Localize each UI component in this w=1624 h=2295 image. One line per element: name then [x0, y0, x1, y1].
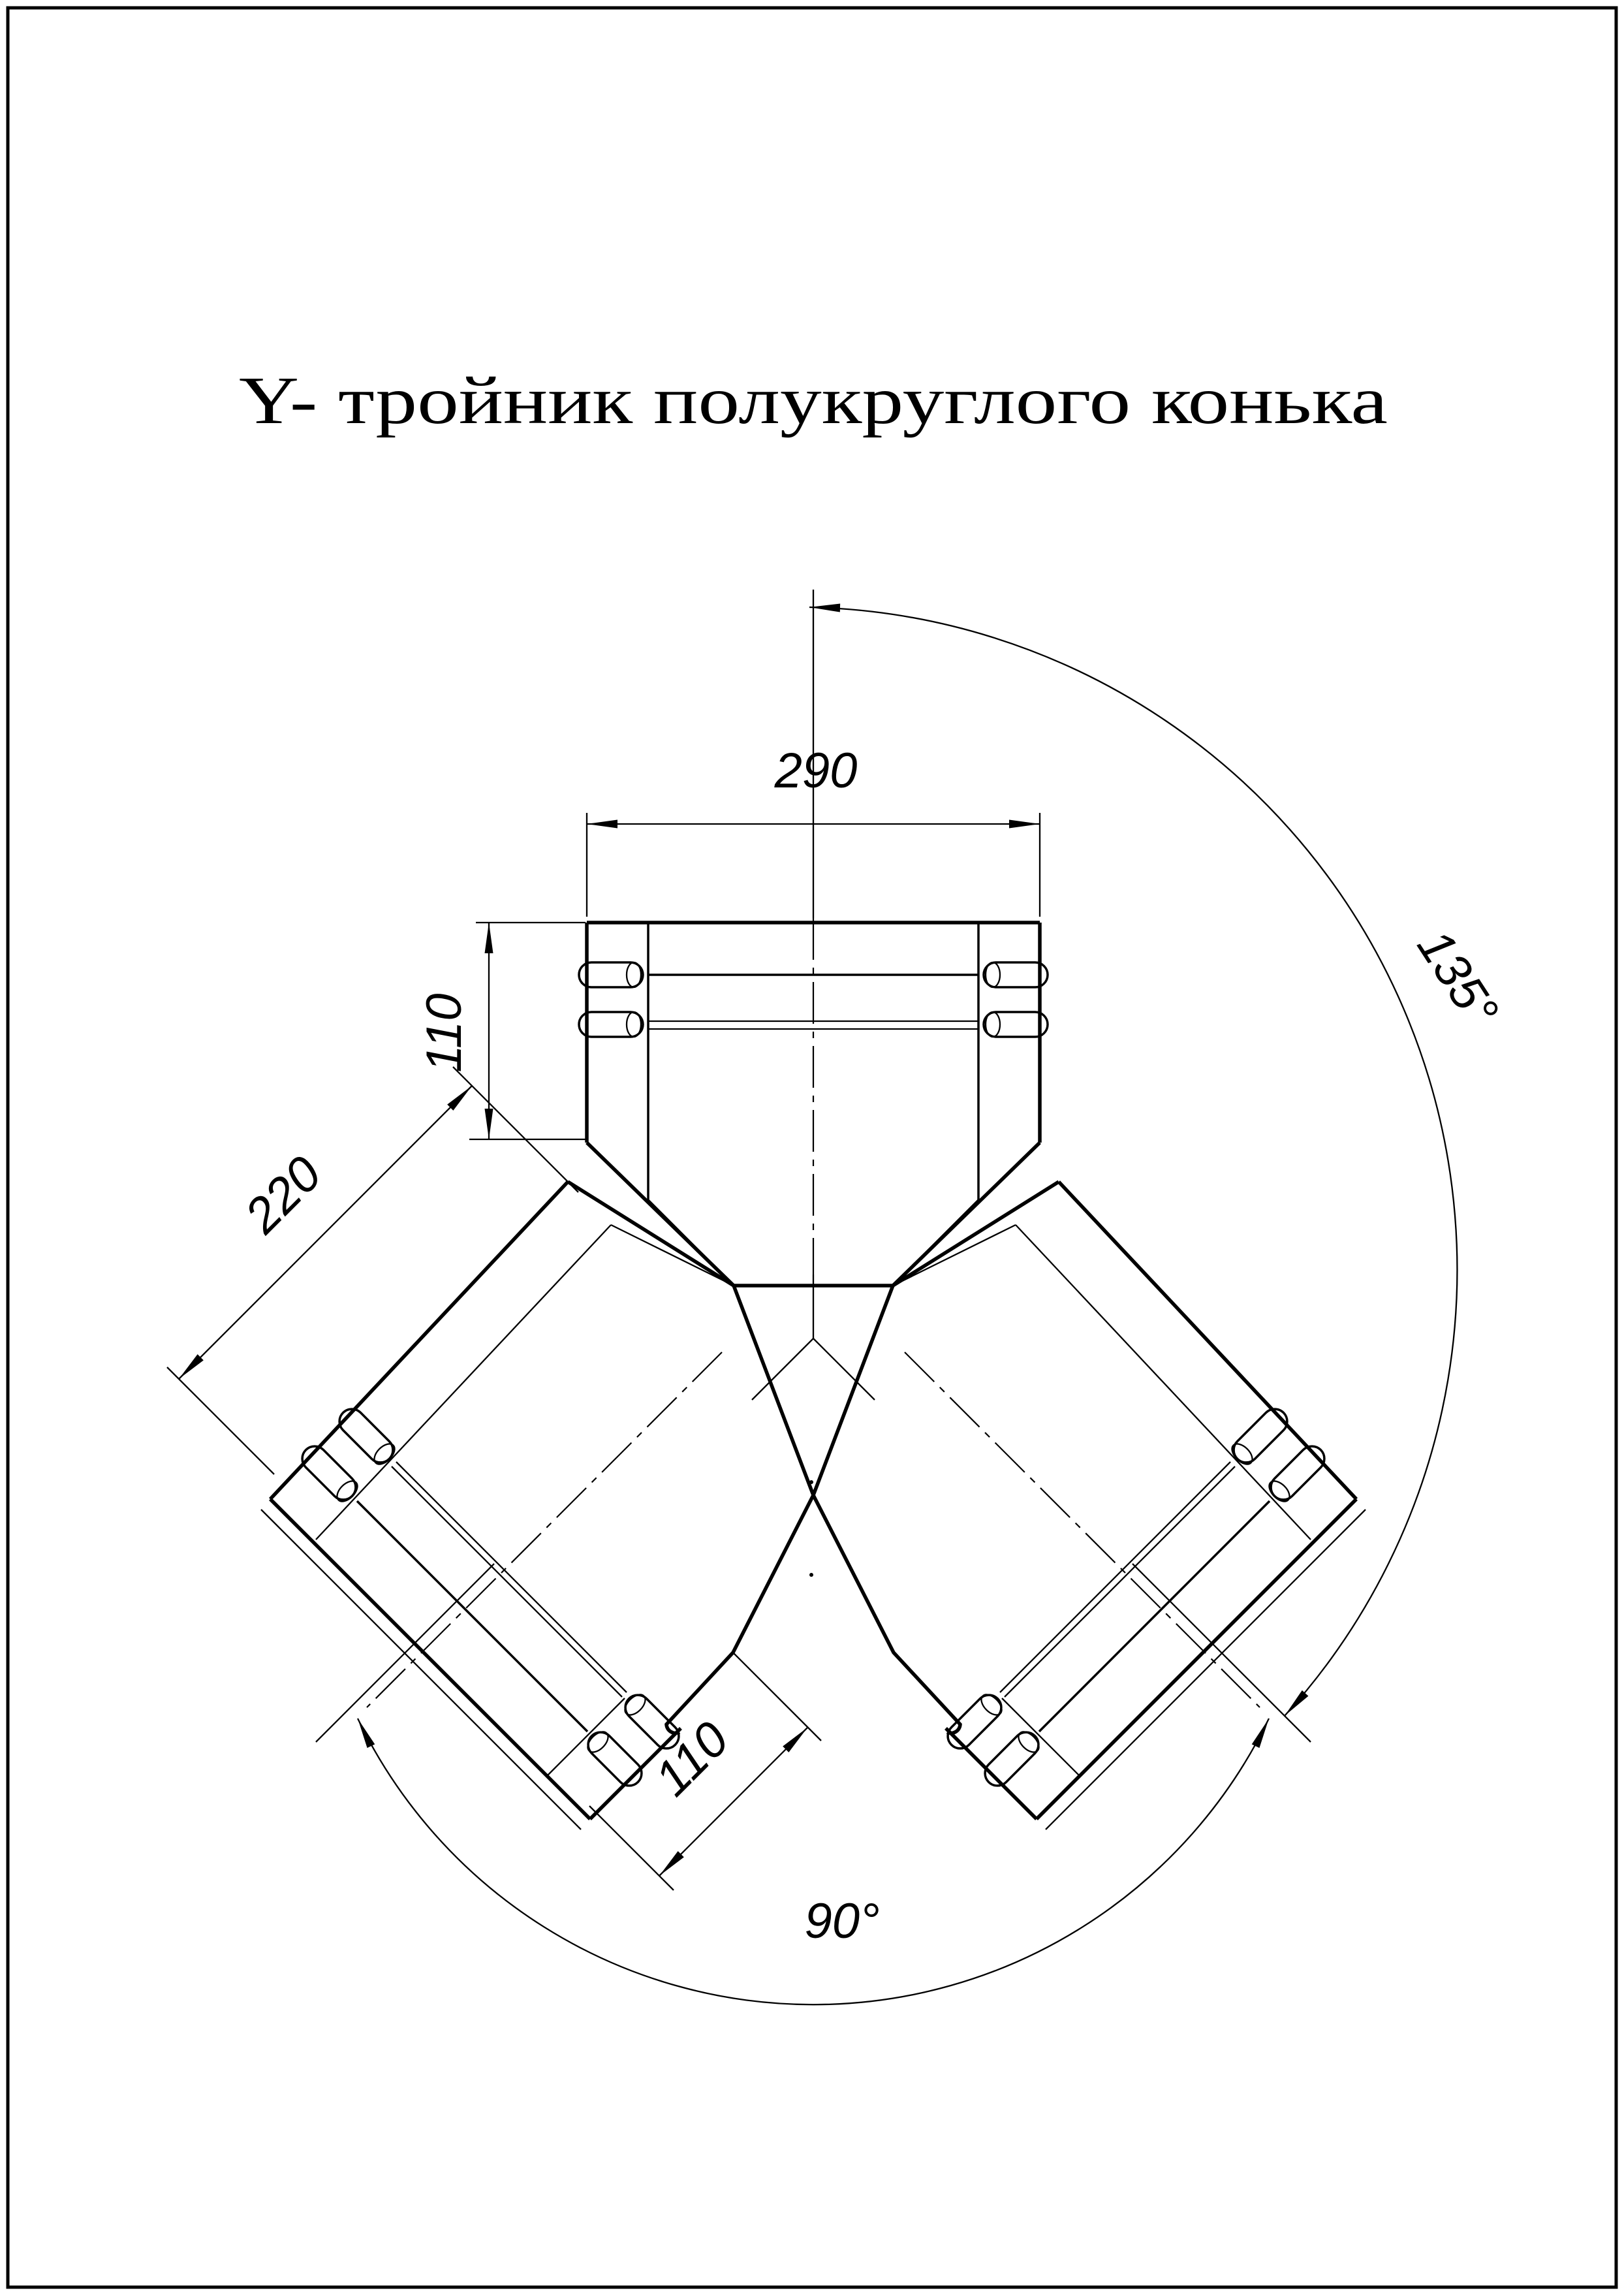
dim-label-220: 220 — [234, 1146, 332, 1244]
dim-label-90deg: 90° — [804, 1893, 880, 1949]
dim-label-110-top: 110 — [416, 993, 472, 1073]
page-title: Y- тройник полукруглого конька — [239, 363, 1388, 438]
dim-label-110-bottom: 110 — [644, 1711, 740, 1807]
dim-label-290: 290 — [774, 743, 858, 799]
dim-label-135deg: 135° — [1406, 920, 1509, 1037]
